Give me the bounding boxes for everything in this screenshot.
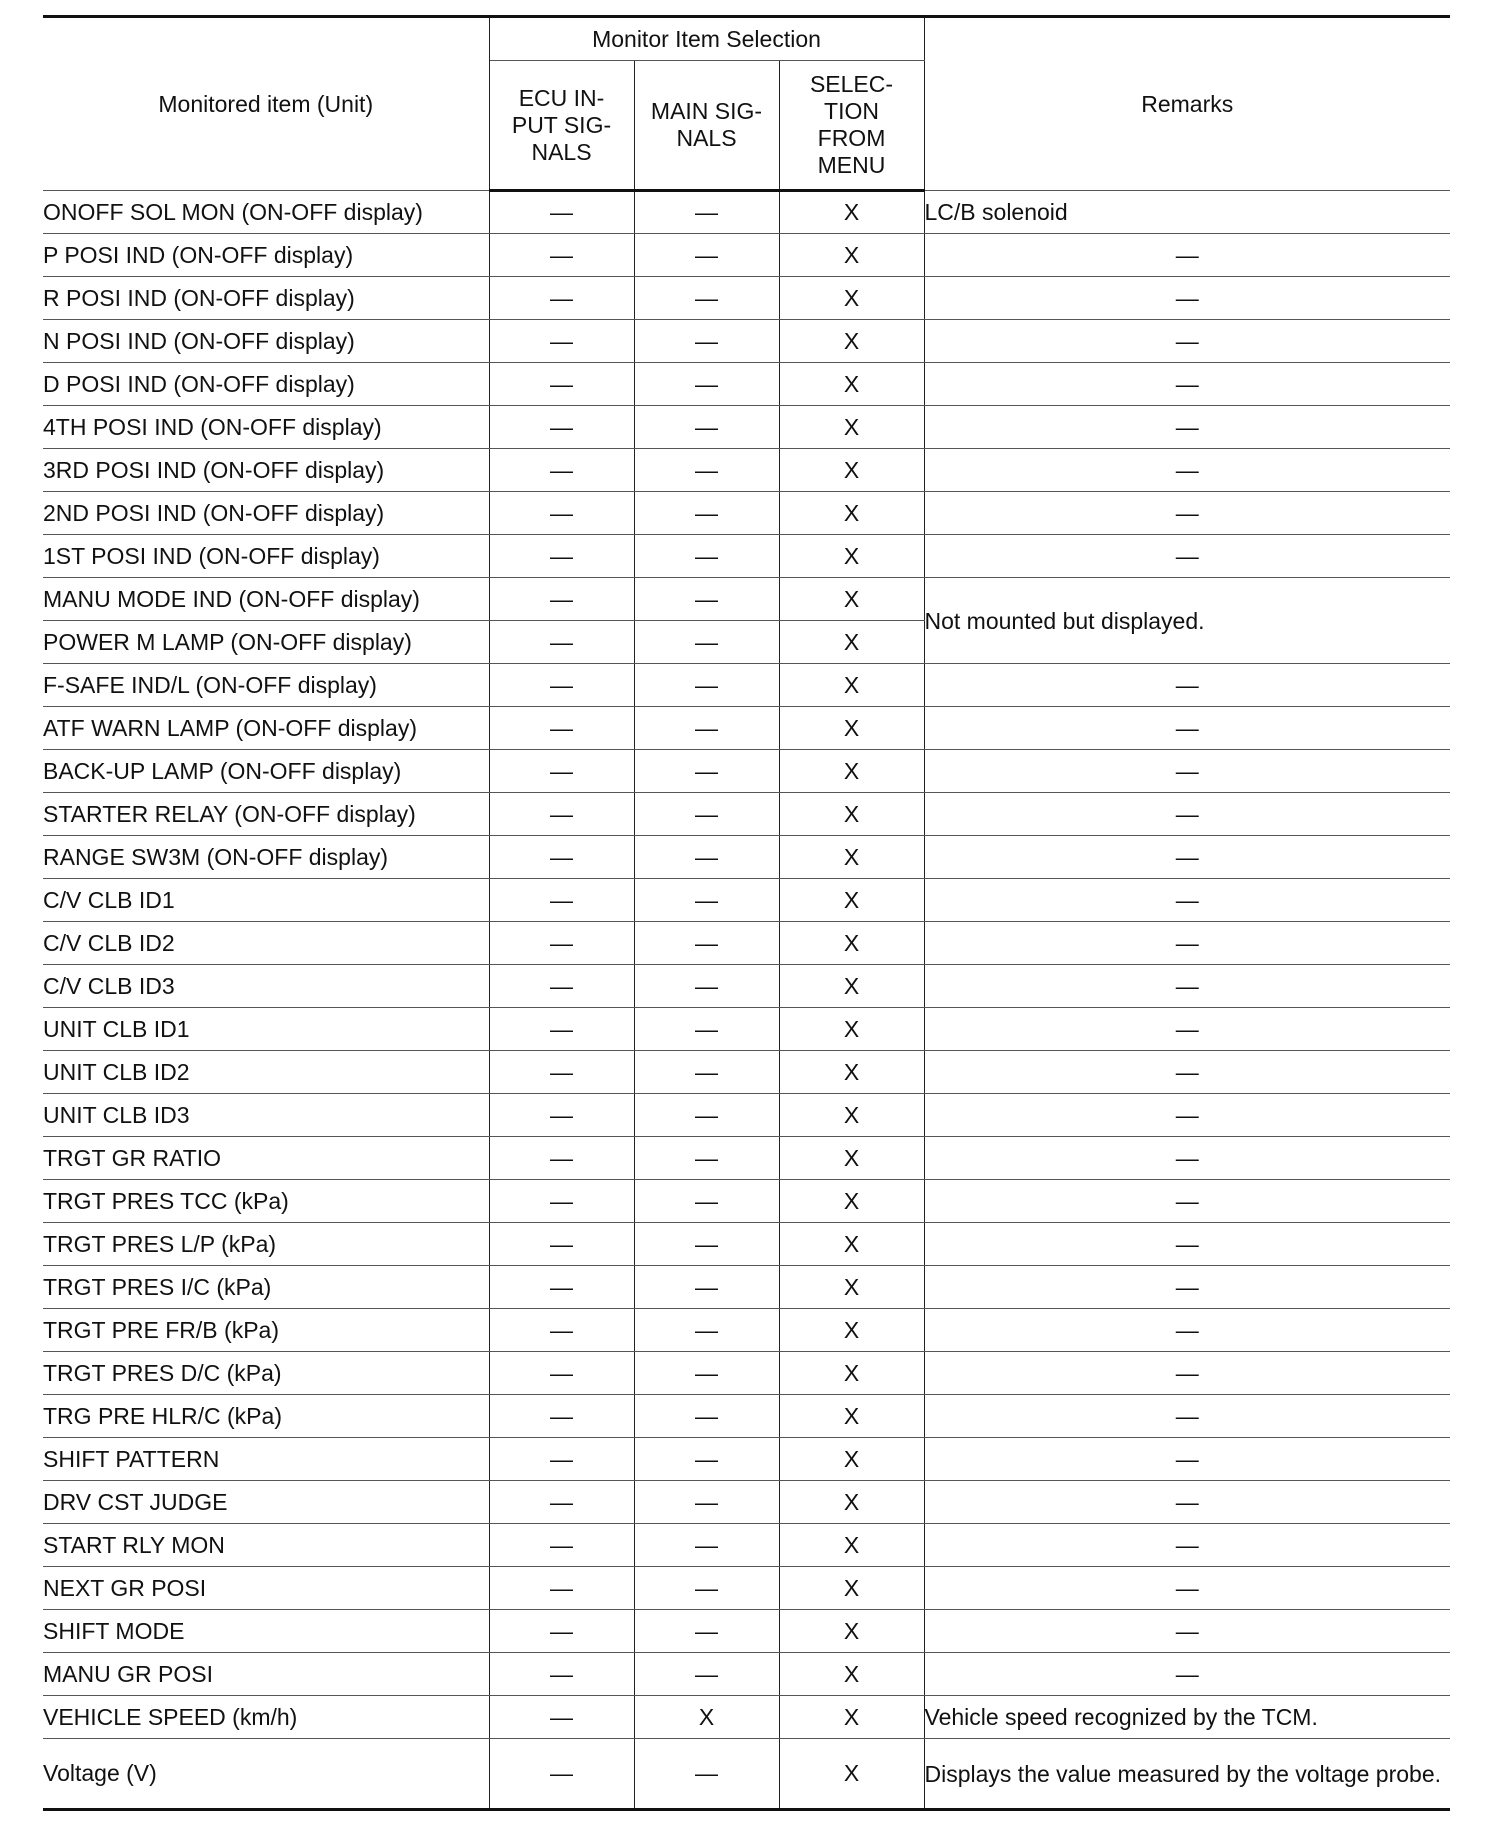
main-signals-cell: — [634, 234, 779, 277]
table-row [43, 1266, 1450, 1309]
table-row [43, 1481, 1450, 1524]
monitored-item-cell: UNIT CLB ID1 [43, 1008, 489, 1051]
selection-from-menu-cell: X [779, 1395, 924, 1438]
remarks-cell: — [924, 1653, 1450, 1696]
monitored-item-cell: D POSI IND (ON-OFF display) [43, 363, 489, 406]
remarks-cell: — [924, 1309, 1450, 1352]
main-signals-cell: — [634, 1309, 779, 1352]
table-row [43, 449, 1450, 492]
main-signals-cell: — [634, 277, 779, 320]
main-signals-cell: — [634, 1524, 779, 1567]
monitored-item-cell: TRGT PRES TCC (kPa) [43, 1180, 489, 1223]
monitored-item-cell: C/V CLB ID1 [43, 879, 489, 922]
remarks-cell: — [924, 406, 1450, 449]
monitored-item-cell: ATF WARN LAMP (ON-OFF display) [43, 707, 489, 750]
table-row [43, 1309, 1450, 1352]
monitored-item-cell: START RLY MON [43, 1524, 489, 1567]
remarks-cell: — [924, 1524, 1450, 1567]
table-row [43, 793, 1450, 836]
ecu-input-signals-cell: — [489, 1696, 634, 1739]
selection-from-menu-cell: X [779, 578, 924, 621]
ecu-input-signals-cell: — [489, 922, 634, 965]
remarks-cell: LC/B solenoid [924, 191, 1450, 234]
table-row [43, 1094, 1450, 1137]
selection-from-menu-cell: X [779, 1481, 924, 1524]
ecu-input-signals-cell: — [489, 406, 634, 449]
monitored-item-cell: TRGT PRES D/C (kPa) [43, 1352, 489, 1395]
table-row [43, 707, 1450, 750]
ecu-input-signals-cell: — [489, 578, 634, 621]
remarks-cell: — [924, 1051, 1450, 1094]
monitored-item-cell: RANGE SW3M (ON-OFF display) [43, 836, 489, 879]
ecu-input-signals-cell: — [489, 363, 634, 406]
remarks-cell: — [924, 1223, 1450, 1266]
ecu-input-signals-cell: — [489, 1395, 634, 1438]
table-row [43, 492, 1450, 535]
table-row [43, 535, 1450, 578]
remarks-cell: — [924, 707, 1450, 750]
main-signals-cell: — [634, 1438, 779, 1481]
main-signals-cell: — [634, 793, 779, 836]
ecu-input-signals-cell: — [489, 492, 634, 535]
remarks-cell: — [924, 664, 1450, 707]
table-row [43, 1739, 1450, 1810]
selection-from-menu-cell: X [779, 707, 924, 750]
selection-from-menu-cell: X [779, 1051, 924, 1094]
main-signals-cell: — [634, 1739, 779, 1810]
remarks-cell: — [924, 793, 1450, 836]
remarks-cell: — [924, 449, 1450, 492]
remarks-cell: — [924, 965, 1450, 1008]
selection-from-menu-cell: X [779, 1567, 924, 1610]
ecu-input-signals-cell: — [489, 234, 634, 277]
remarks-cell: — [924, 1610, 1450, 1653]
monitored-item-cell: 3RD POSI IND (ON-OFF display) [43, 449, 489, 492]
monitored-item-cell: DRV CST JUDGE [43, 1481, 489, 1524]
table-row [43, 922, 1450, 965]
monitored-item-cell: C/V CLB ID3 [43, 965, 489, 1008]
selection-from-menu-cell: X [779, 879, 924, 922]
monitor-item-table [43, 15, 1450, 1811]
remarks-cell: — [924, 1008, 1450, 1051]
remarks-cell: — [924, 750, 1450, 793]
ecu-input-signals-cell: — [489, 1610, 634, 1653]
selection-from-menu-cell: X [779, 449, 924, 492]
monitored-item-cell: C/V CLB ID2 [43, 922, 489, 965]
main-signals-cell: — [634, 1051, 779, 1094]
main-signals-cell: — [634, 406, 779, 449]
table-row [43, 879, 1450, 922]
remarks-cell: — [924, 535, 1450, 578]
main-signals-cell: — [634, 363, 779, 406]
selection-from-menu-cell: X [779, 1739, 924, 1810]
table-header [43, 17, 1450, 191]
ecu-input-signals-cell: — [489, 793, 634, 836]
monitored-item-cell: UNIT CLB ID3 [43, 1094, 489, 1137]
main-signals-cell: — [634, 1481, 779, 1524]
main-signals-cell: — [634, 750, 779, 793]
monitored-item-cell: UNIT CLB ID2 [43, 1051, 489, 1094]
table-body [43, 191, 1450, 1810]
selection-from-menu-cell: X [779, 1696, 924, 1739]
ecu-input-signals-cell: — [489, 1481, 634, 1524]
remarks-cell: — [924, 1438, 1450, 1481]
table-row [43, 406, 1450, 449]
remarks-cell: — [924, 1137, 1450, 1180]
selection-from-menu-cell: X [779, 1309, 924, 1352]
remarks-cell: — [924, 836, 1450, 879]
monitored-item-cell: R POSI IND (ON-OFF display) [43, 277, 489, 320]
remarks-cell: — [924, 1395, 1450, 1438]
ecu-input-signals-cell: — [489, 1180, 634, 1223]
main-signals-cell: — [634, 1137, 779, 1180]
remarks-cell: — [924, 234, 1450, 277]
remarks-cell: — [924, 277, 1450, 320]
table-row [43, 234, 1450, 277]
table-row [43, 1610, 1450, 1653]
ecu-input-signals-cell: — [489, 320, 634, 363]
main-signals-cell: — [634, 965, 779, 1008]
remarks-cell: — [924, 1094, 1450, 1137]
main-signals-cell: — [634, 707, 779, 750]
monitored-item-cell: MANU GR POSI [43, 1653, 489, 1696]
table-row [43, 363, 1450, 406]
ecu-input-signals-cell: — [489, 1567, 634, 1610]
table-row [43, 277, 1450, 320]
ecu-input-signals-cell: — [489, 1524, 634, 1567]
selection-from-menu-cell: X [779, 1223, 924, 1266]
header-monitored-item: Monitored item (Unit) [43, 17, 489, 191]
selection-from-menu-cell: X [779, 1610, 924, 1653]
ecu-input-signals-cell: — [489, 1266, 634, 1309]
remarks-cell: — [924, 320, 1450, 363]
main-signals-cell: — [634, 879, 779, 922]
selection-from-menu-cell: X [779, 922, 924, 965]
ecu-input-signals-cell: — [489, 1309, 634, 1352]
ecu-input-signals-cell: — [489, 277, 634, 320]
table-row [43, 836, 1450, 879]
selection-from-menu-cell: X [779, 1094, 924, 1137]
ecu-input-signals-cell: — [489, 1051, 634, 1094]
monitored-item-cell: Voltage (V) [43, 1739, 489, 1810]
ecu-input-signals-cell: — [489, 664, 634, 707]
ecu-input-signals-cell: — [489, 1223, 634, 1266]
ecu-input-signals-cell: — [489, 965, 634, 1008]
selection-from-menu-cell: X [779, 1438, 924, 1481]
monitored-item-cell: ONOFF SOL MON (ON-OFF display) [43, 191, 489, 234]
remarks-cell: — [924, 1180, 1450, 1223]
table-row [43, 1524, 1450, 1567]
main-signals-cell: — [634, 578, 779, 621]
ecu-input-signals-cell: — [489, 1438, 634, 1481]
ecu-input-signals-cell: — [489, 1653, 634, 1696]
monitored-item-cell: 4TH POSI IND (ON-OFF display) [43, 406, 489, 449]
selection-from-menu-cell: X [779, 750, 924, 793]
remarks-cell: — [924, 1567, 1450, 1610]
main-signals-cell: — [634, 449, 779, 492]
monitored-item-cell: TRGT PRES L/P (kPa) [43, 1223, 489, 1266]
main-signals-cell: — [634, 664, 779, 707]
selection-from-menu-cell: X [779, 1524, 924, 1567]
monitored-item-cell: POWER M LAMP (ON-OFF display) [43, 621, 489, 664]
selection-from-menu-cell: X [779, 793, 924, 836]
main-signals-cell: X [634, 1696, 779, 1739]
remarks-cell: — [924, 363, 1450, 406]
table-row [43, 191, 1450, 234]
ecu-input-signals-cell: — [489, 1008, 634, 1051]
main-signals-cell: — [634, 191, 779, 234]
selection-from-menu-cell: X [779, 1137, 924, 1180]
main-signals-cell: — [634, 621, 779, 664]
selection-from-menu-cell: X [779, 1352, 924, 1395]
main-signals-cell: — [634, 836, 779, 879]
header-main-signals: MAIN SIG- NALS [634, 61, 779, 191]
monitored-item-cell: BACK-UP LAMP (ON-OFF display) [43, 750, 489, 793]
main-signals-cell: — [634, 1352, 779, 1395]
table-row [43, 1395, 1450, 1438]
monitored-item-cell: TRGT PRES I/C (kPa) [43, 1266, 489, 1309]
monitored-item-cell: TRG PRE HLR/C (kPa) [43, 1395, 489, 1438]
table-row [43, 965, 1450, 1008]
selection-from-menu-cell: X [779, 1008, 924, 1051]
monitored-item-cell: 1ST POSI IND (ON-OFF display) [43, 535, 489, 578]
table-row [43, 1352, 1450, 1395]
table-row [43, 1653, 1450, 1696]
selection-from-menu-cell: X [779, 836, 924, 879]
table-row [43, 1223, 1450, 1266]
monitored-item-cell: N POSI IND (ON-OFF display) [43, 320, 489, 363]
header-ecu-input-signals: ECU IN- PUT SIG- NALS [489, 61, 634, 191]
main-signals-cell: — [634, 1395, 779, 1438]
ecu-input-signals-cell: — [489, 1137, 634, 1180]
monitored-item-cell: VEHICLE SPEED (km/h) [43, 1696, 489, 1739]
ecu-input-signals-cell: — [489, 879, 634, 922]
header-selection-from-menu: SELEC- TION FROM MENU [779, 61, 924, 191]
selection-from-menu-cell: X [779, 535, 924, 578]
ecu-input-signals-cell: — [489, 707, 634, 750]
remarks-cell: Displays the value measured by the voltage probe. [924, 1739, 1450, 1810]
table-row [43, 1137, 1450, 1180]
header-remarks: Remarks [924, 17, 1450, 191]
main-signals-cell: — [634, 320, 779, 363]
ecu-input-signals-cell: — [489, 1352, 634, 1395]
main-signals-cell: — [634, 1266, 779, 1309]
main-signals-cell: — [634, 1567, 779, 1610]
monitored-item-cell: NEXT GR POSI [43, 1567, 489, 1610]
main-signals-cell: — [634, 1610, 779, 1653]
selection-from-menu-cell: X [779, 363, 924, 406]
monitored-item-cell: SHIFT MODE [43, 1610, 489, 1653]
selection-from-menu-cell: X [779, 621, 924, 664]
ecu-input-signals-cell: — [489, 191, 634, 234]
table-row [43, 1696, 1450, 1739]
table-row [43, 750, 1450, 793]
remarks-cell: — [924, 1266, 1450, 1309]
selection-from-menu-cell: X [779, 320, 924, 363]
selection-from-menu-cell: X [779, 277, 924, 320]
remarks-cell: — [924, 1352, 1450, 1395]
remarks-cell: Not mounted but displayed. [924, 578, 1450, 664]
remarks-cell: — [924, 492, 1450, 535]
main-signals-cell: — [634, 535, 779, 578]
table-row [43, 1438, 1450, 1481]
ecu-input-signals-cell: — [489, 535, 634, 578]
main-signals-cell: — [634, 1008, 779, 1051]
table-row [43, 320, 1450, 363]
selection-from-menu-cell: X [779, 1266, 924, 1309]
table-row [43, 1008, 1450, 1051]
remarks-cell: — [924, 922, 1450, 965]
remarks-cell: — [924, 1481, 1450, 1524]
monitored-item-cell: MANU MODE IND (ON-OFF display) [43, 578, 489, 621]
table-row [43, 664, 1450, 707]
monitored-item-cell: STARTER RELAY (ON-OFF display) [43, 793, 489, 836]
selection-from-menu-cell: X [779, 191, 924, 234]
monitored-item-cell: F-SAFE IND/L (ON-OFF display) [43, 664, 489, 707]
ecu-input-signals-cell: — [489, 621, 634, 664]
selection-from-menu-cell: X [779, 1653, 924, 1696]
main-signals-cell: — [634, 1094, 779, 1137]
main-signals-cell: — [634, 922, 779, 965]
selection-from-menu-cell: X [779, 965, 924, 1008]
table-row [43, 1180, 1450, 1223]
selection-from-menu-cell: X [779, 1180, 924, 1223]
monitored-item-cell: SHIFT PATTERN [43, 1438, 489, 1481]
header-monitor-item-selection: Monitor Item Selection [489, 17, 924, 61]
table-row [43, 1051, 1450, 1094]
main-signals-cell: — [634, 1180, 779, 1223]
ecu-input-signals-cell: — [489, 1739, 634, 1810]
remarks-cell: Vehicle speed recognized by the TCM. [924, 1696, 1450, 1739]
monitored-item-cell: 2ND POSI IND (ON-OFF display) [43, 492, 489, 535]
selection-from-menu-cell: X [779, 406, 924, 449]
selection-from-menu-cell: X [779, 492, 924, 535]
selection-from-menu-cell: X [779, 664, 924, 707]
main-signals-cell: — [634, 492, 779, 535]
ecu-input-signals-cell: — [489, 449, 634, 492]
ecu-input-signals-cell: — [489, 836, 634, 879]
table-row [43, 1567, 1450, 1610]
ecu-input-signals-cell: — [489, 1094, 634, 1137]
main-signals-cell: — [634, 1653, 779, 1696]
remarks-cell: — [924, 879, 1450, 922]
table-row [43, 578, 1450, 621]
selection-from-menu-cell: X [779, 234, 924, 277]
monitored-item-cell: P POSI IND (ON-OFF display) [43, 234, 489, 277]
monitored-item-cell: TRGT PRE FR/B (kPa) [43, 1309, 489, 1352]
main-signals-cell: — [634, 1223, 779, 1266]
ecu-input-signals-cell: — [489, 750, 634, 793]
monitored-item-cell: TRGT GR RATIO [43, 1137, 489, 1180]
